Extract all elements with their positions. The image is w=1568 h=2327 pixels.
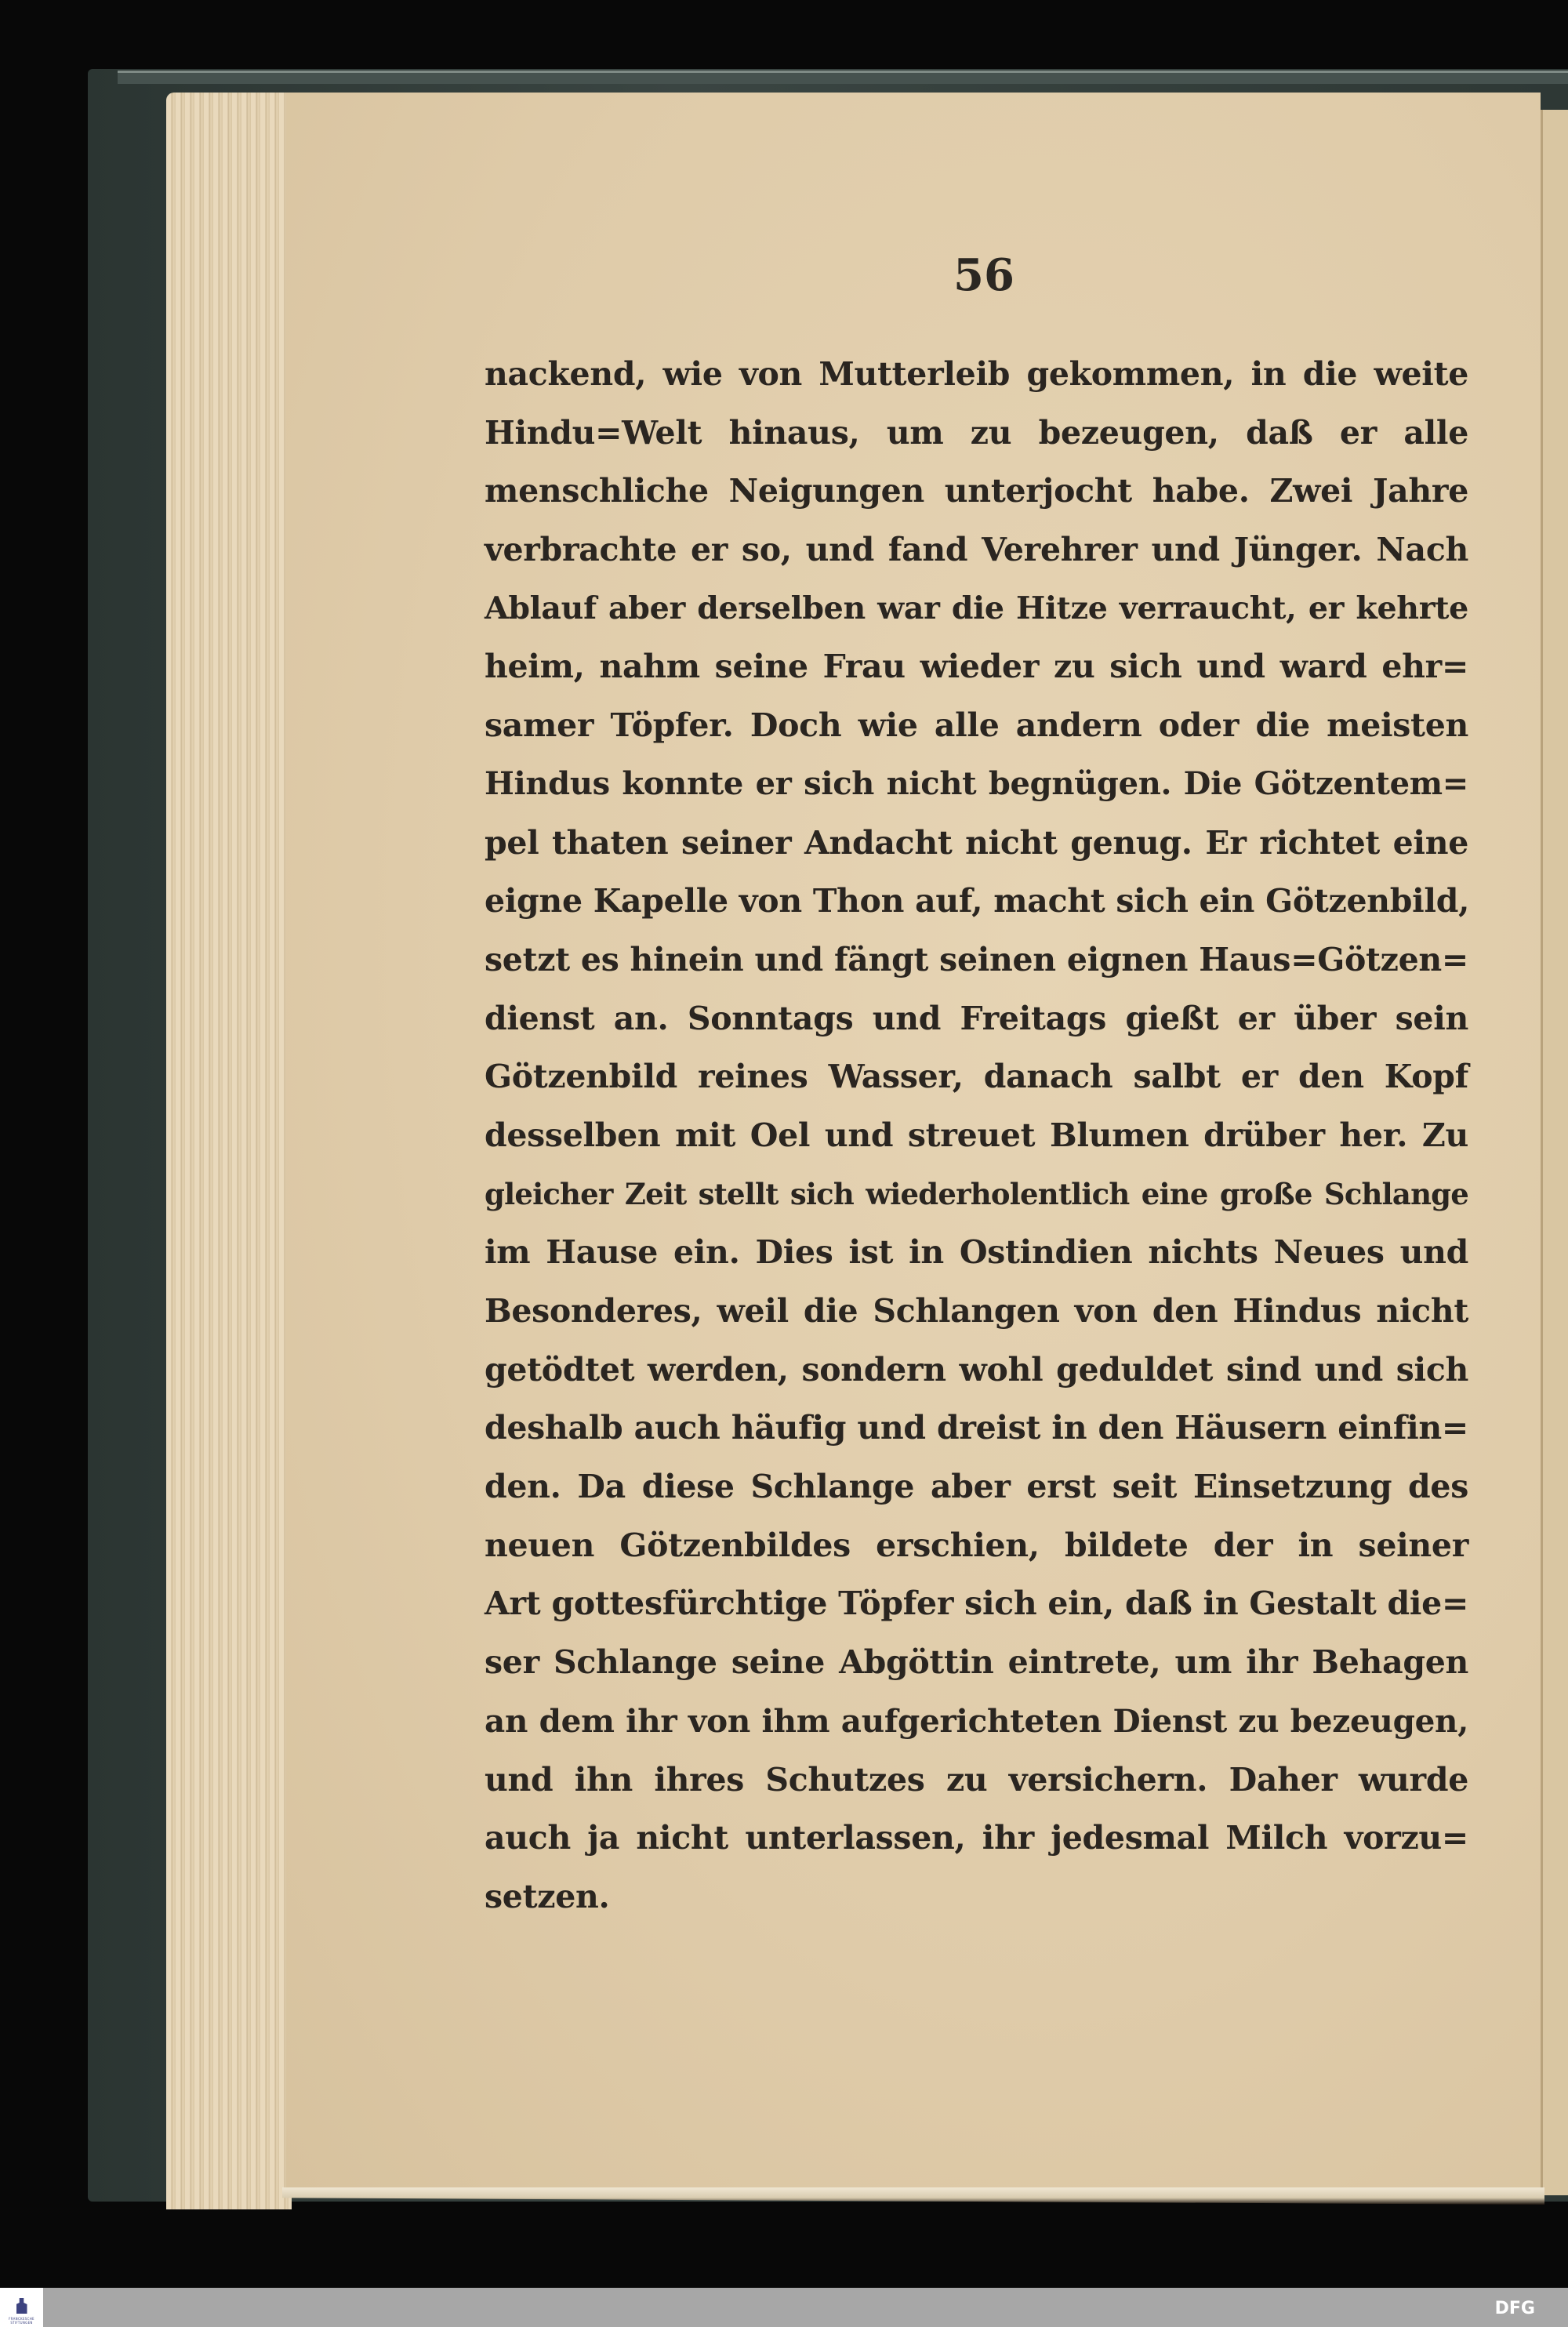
text-line: samer Töpfer. Doch wie alle andern oder die meisten [485, 706, 1468, 745]
text-line: den. Da diese Schlange aber erst seit Einsetzung des [485, 1468, 1468, 1506]
book-cover-top-edge [118, 71, 1568, 84]
text-line: Ablauf aber derselben war die Hitze verraucht, er kehrte [485, 590, 1468, 626]
page-number: 56 [953, 249, 1014, 301]
text-line: heim, nahm seine Frau wieder zu sich und ward ehr= [485, 648, 1468, 686]
institution-logo-text: FRANCKESCHE STIFTUNGEN [9, 2317, 34, 2325]
text-line: an dem ihr von ihm aufgerichteten Dienst zu bezeugen, [485, 1701, 1468, 1740]
text-line: setzen. [485, 1877, 610, 1915]
text-line: getödtet werden, sondern wohl geduldet sind und sich [485, 1350, 1468, 1389]
page-block-edges [166, 93, 292, 2209]
text-line: deshalb auch häufig und dreist in den Häusern einfin= [485, 1409, 1468, 1447]
text-line: Hindu=Welt hinaus, um zu bezeugen, daß er alle [485, 413, 1468, 452]
text-line: Besonderes, weil die Schlangen von den Hindus nicht [485, 1292, 1468, 1330]
text-line: Götzenbild reines Wasser, danach salbt er den Kopf [485, 1058, 1468, 1096]
statue-icon [16, 2298, 27, 2314]
body-text [485, 345, 1468, 1926]
text-line: auch ja nicht unterlassen, ihr jedesmal Milch vorzu= [485, 1819, 1468, 1857]
text-line: eigne Kapelle von Thon auf, macht sich ein Götzenbild, [485, 882, 1470, 920]
dfg-logo[interactable]: DFG [1494, 2299, 1535, 2318]
text-line: gleicher Zeit stellt sich wiederholentlich eine große Schlange [485, 1176, 1468, 1211]
text-line: desselben mit Oel und streuet Blumen drüber her. Zu [485, 1116, 1468, 1154]
text-line: dienst an. Sonntags und Freitags gießt er über sein [485, 999, 1468, 1037]
adjacent-page-edge [1541, 110, 1568, 2195]
text-line: Hindus konnte er sich nicht begnügen. Die Götzentem= [485, 764, 1468, 802]
text-line: pel thaten seiner Andacht nicht genug. Er richtet eine [485, 823, 1468, 862]
text-line: im Hause ein. Dies ist in Ostindien nichts Neues und [485, 1233, 1468, 1272]
text-line: neuen Götzenbildes erschien, bildete der in seiner [485, 1526, 1468, 1564]
text-line: menschliche Neigungen unterjocht habe. Zwei Jahre [485, 472, 1468, 510]
text-line: und ihn ihres Schutzes zu versichern. Daher wurde [485, 1760, 1468, 1799]
text-line: nackend, wie von Mutterleib gekommen, in die weite [485, 355, 1468, 393]
text-line: Art gottesfürchtige Töpfer sich ein, daß in Gestalt die= [485, 1585, 1468, 1623]
viewer-footer-bar [0, 2288, 1568, 2327]
text-line: verbrachte er so, und fand Verehrer und Jünger. Nach [485, 531, 1468, 569]
francke-foundation-logo[interactable] [0, 2288, 43, 2327]
text-line: ser Schlange seine Abgöttin eintrete, um ihr Behagen [485, 1643, 1468, 1682]
text-line: setzt es hinein und fängt seinen eignen Haus=Götzen= [485, 940, 1468, 978]
